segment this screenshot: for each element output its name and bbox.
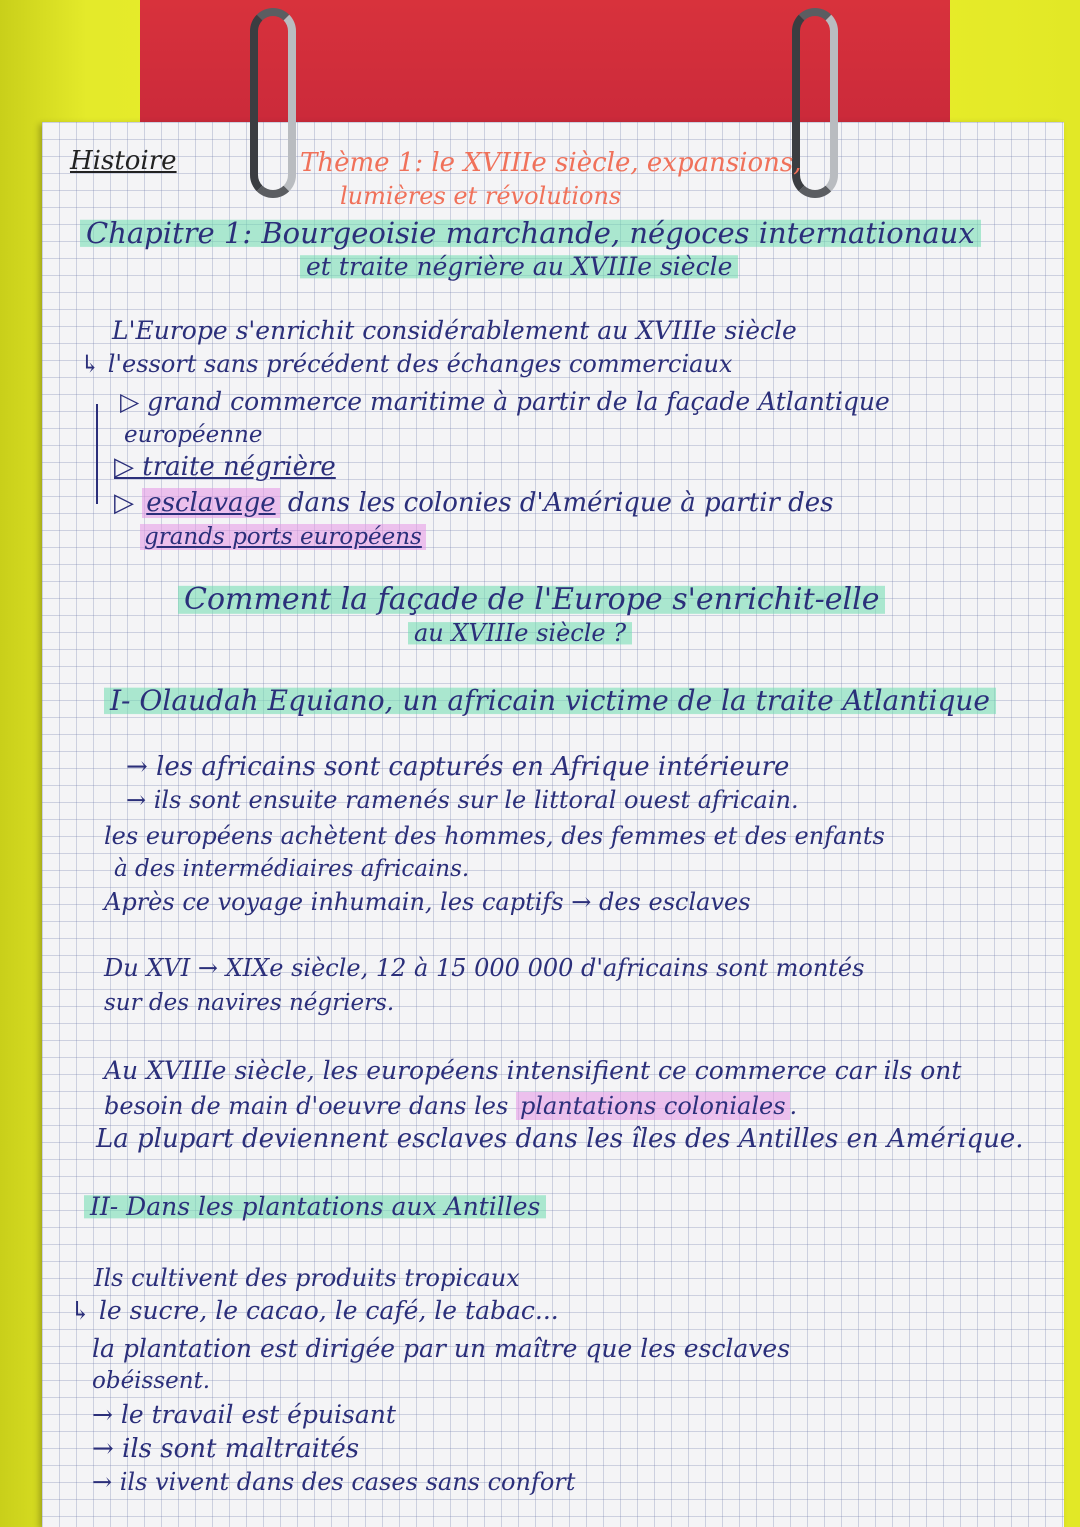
intro-line-6: [114, 488, 833, 518]
section-1-line-1: → les africains sont capturés en Afrique intérieure: [126, 752, 790, 782]
section-1-line-8: Au XVIIIe siècle, les européens intensifient ce commerce car ils ont: [104, 1056, 962, 1085]
section-1-title: I- Olaudah Equiano, un africain victime de la traite Atlantique: [104, 684, 996, 717]
section-1-line-3: les européens achètent des hommes, des femmes et des enfants: [104, 822, 885, 850]
section-2-line-3: la plantation est dirigée par un maître que les esclaves: [92, 1334, 791, 1363]
section-1-line-10: La plupart deviennent esclaves dans les îles des Antilles en Amérique.: [96, 1124, 1024, 1154]
section-1-line-6: Du XVI → XIXe siècle, 12 à 15 000 000 d'africains sont montés: [104, 954, 865, 982]
intro-line-5: ▷ traite négrière: [114, 452, 336, 482]
section-2-line-6: → ils sont maltraités: [92, 1434, 360, 1464]
section-2-line-5: → le travail est épuisant: [92, 1400, 396, 1429]
intro-line-1: L'Europe s'enrichit considérablement au XVIIIe siècle: [112, 316, 797, 345]
section-1-line-7: sur des navires négriers.: [104, 990, 395, 1016]
intro-line-3: ▷ grand commerce maritime à partir de la façade Atlantique: [120, 387, 890, 416]
section-2-line-2: ↳ le sucre, le cacao, le café, le tabac...: [70, 1296, 559, 1325]
list-bracket: [96, 404, 112, 504]
section-2-line-4: obéissent.: [92, 1368, 211, 1394]
section-2-title: II- Dans les plantations aux Antilles: [84, 1192, 546, 1221]
intro-line-4: européenne: [124, 422, 263, 448]
arrow-prefix: ▷: [114, 488, 143, 518]
section-2-line-7: → ils vivent dans des cases sans confort: [92, 1468, 576, 1496]
binder-ring-left: [250, 8, 296, 198]
section-1-line-5: Après ce voyage inhumain, les captifs → des esclaves: [104, 888, 751, 916]
highlight-plantations: plantations coloniales: [516, 1092, 790, 1120]
theme-title-line1: Thème 1: le XVIIIe siècle, expansions,: [300, 148, 802, 178]
problem-question-line1: Comment la façade de l'Europe s'enrichit-elle: [178, 582, 885, 617]
intro-line-7: grands ports européens: [140, 524, 426, 550]
section-1-line-2: → ils sont ensuite ramenés sur le littoral ouest africain.: [126, 786, 799, 814]
subject-title: Histoire: [70, 146, 177, 176]
section-1-line-9-end: .: [789, 1092, 798, 1120]
section-1-line-9: [104, 1092, 797, 1120]
chapter-title-line1: Chapitre 1: Bourgeoisie marchande, négoces internationaux: [80, 216, 981, 250]
intro-line-2: ↳ l'essort sans précédent des échanges commerciaux: [80, 350, 733, 378]
highlight-esclavage: esclavage: [142, 488, 279, 518]
intro-line-6-rest: dans les colonies d'Amérique à partir des: [279, 488, 834, 518]
theme-title-line2: lumières et révolutions: [340, 182, 622, 210]
chapter-title-line2: et traite négrière au XVIIIe siècle: [300, 252, 738, 281]
problem-question-line2: au XVIIIe siècle ?: [408, 619, 632, 647]
section-1-line-9-start: besoin de main d'oeuvre dans les: [104, 1092, 516, 1120]
section-1-line-4: à des intermédiaires africains.: [114, 856, 470, 882]
section-2-line-1: Ils cultivent des produits tropicaux: [94, 1264, 520, 1292]
